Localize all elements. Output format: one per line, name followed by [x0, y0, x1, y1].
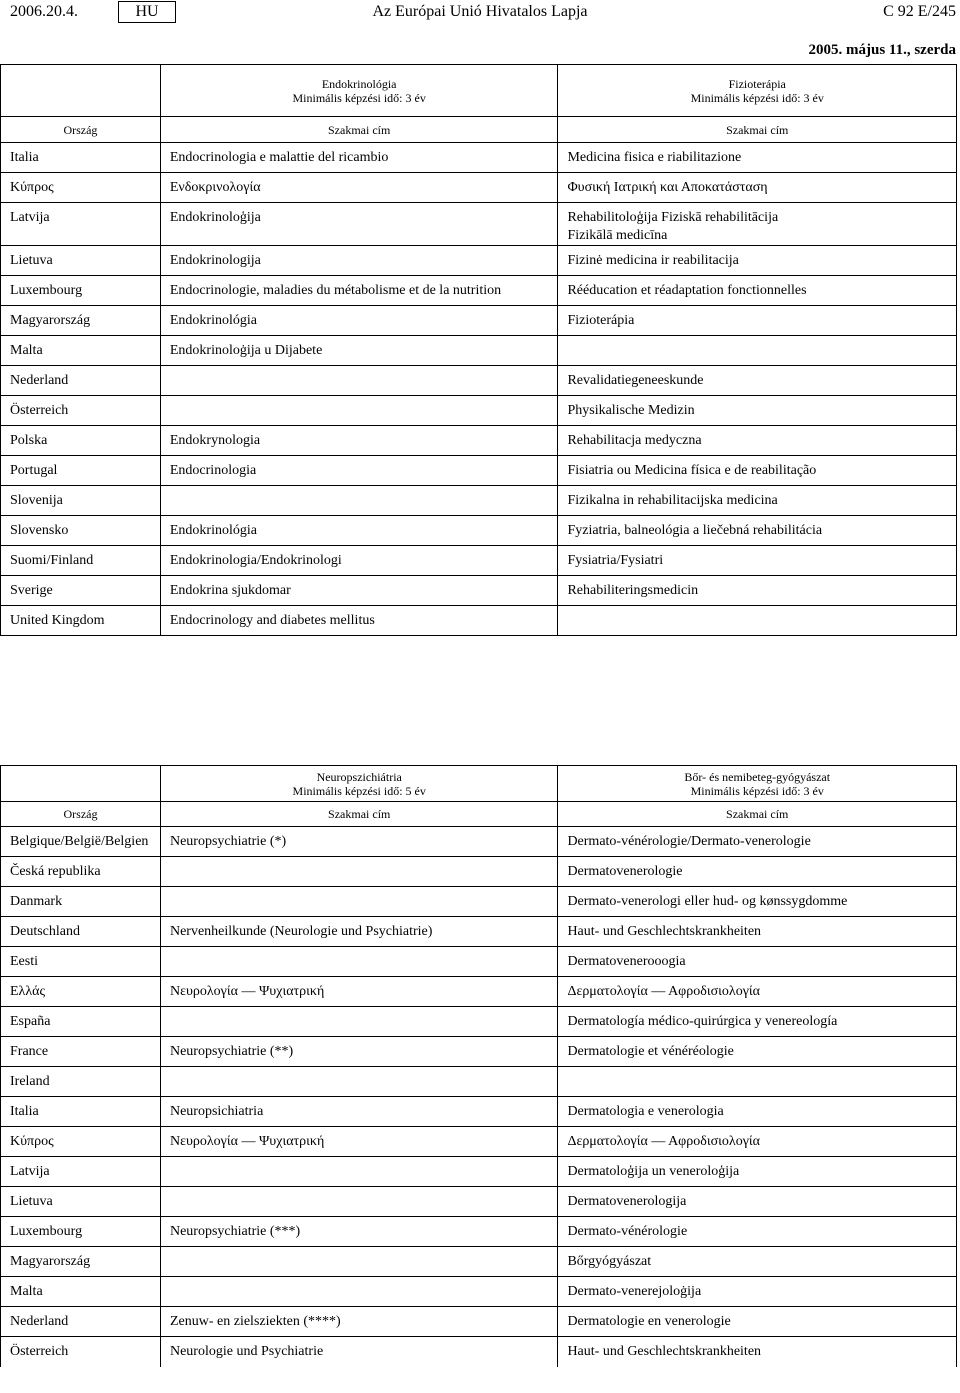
title-cell-right-text: Δερματολογία — Αφροδισιολογία	[567, 1134, 761, 1149]
title-cell-right-text: Fysiatria/Fysiatri	[567, 553, 664, 568]
title-cell-right	[558, 1157, 957, 1187]
country-cell	[1, 486, 161, 516]
table-row	[1, 857, 957, 887]
title-cell-left-text: Zenuw- en zielsziekten (****)	[169, 1314, 341, 1329]
group-min-duration: Minimális képzési idő: 5 év	[292, 783, 426, 798]
title-cell-left	[160, 1127, 557, 1157]
country-cell-text: Portugal	[10, 463, 58, 478]
title-cell-left-text: Endokrina sjukdomar	[169, 583, 291, 598]
title-cell-left-text: Ενδοκρινολογία	[169, 180, 261, 195]
title-cell-right-text: Physikalische Medizin	[567, 403, 695, 418]
country-cell	[1, 606, 161, 636]
country-cell-text: United Kingdom	[10, 613, 105, 628]
country-cell	[1, 1247, 161, 1277]
title-cell-left	[160, 143, 558, 173]
title-cell-right	[558, 486, 957, 516]
title-cell-left	[160, 1157, 557, 1187]
title-cell-left	[160, 857, 557, 887]
journal-header	[0, 0, 960, 30]
group-min-duration: Minimális képzési idő: 3 év	[690, 783, 824, 798]
column-header-country: Ország	[1, 802, 161, 827]
title-cell-right	[558, 203, 957, 246]
title-cell-right	[558, 827, 957, 857]
country-cell	[1, 947, 161, 977]
title-cell-right-text: Fisiatria ou Medicina física e de reabilitação	[567, 463, 817, 478]
title-cell-left	[160, 426, 558, 456]
title-cell-right	[558, 276, 957, 306]
table-row	[1, 606, 957, 636]
title-cell-right-text: Dermatovenerologija	[567, 1194, 687, 1209]
title-cell-right-text: Dermatología médico-quirúrgica y venereología	[567, 1014, 838, 1029]
title-cell-right-text: Revalidatiegeneeskunde	[567, 373, 704, 388]
column-header-title: Szakmai cím	[558, 117, 957, 143]
country-cell-text: Nederland	[10, 373, 69, 388]
title-cell-left	[160, 1337, 557, 1367]
page-number: C 92 E/245	[883, 3, 956, 20]
title-cell-right	[558, 1217, 957, 1247]
title-cell-left	[160, 947, 557, 977]
session-date: 2005. május 11., szerda	[808, 42, 956, 58]
title-cell-left-text: Neuropsychiatrie (**)	[169, 1044, 294, 1059]
title-cell-right-text: Fizikalna in rehabilitacijska medicina	[567, 493, 778, 508]
title-cell-left	[160, 977, 557, 1007]
table-row	[1, 276, 957, 306]
title-cell-right	[558, 426, 957, 456]
country-cell-text: Latvija	[10, 1164, 50, 1179]
country-cell-text: Sverige	[10, 583, 53, 598]
table-row	[1, 1277, 957, 1307]
title-cell-right-text: Dermatoloģija un veneroloģija	[567, 1164, 740, 1179]
table-row	[1, 456, 957, 486]
neuropsychiatry-dermatology-table	[0, 765, 957, 1367]
group-min-duration: Minimális képzési idő: 3 év	[292, 90, 426, 105]
title-cell-right	[558, 1067, 957, 1097]
table-row	[1, 1127, 957, 1157]
title-cell-right	[558, 887, 957, 917]
title-cell-left-text: Endocrinologie, maladies du métabolisme et de la nutrition	[169, 283, 502, 298]
title-cell-left	[160, 546, 558, 576]
title-cell-left	[160, 366, 558, 396]
country-cell	[1, 576, 161, 606]
country-cell-text: Italia	[10, 150, 39, 165]
title-cell-right-text: Dermatologie en venerologie	[567, 1314, 731, 1329]
title-cell-right	[558, 947, 957, 977]
country-cell	[1, 917, 161, 947]
title-cell-right	[558, 1127, 957, 1157]
title-cell-right-text: Haut- und Geschlechtskrankheiten	[567, 924, 762, 939]
title-cell-left	[160, 1097, 557, 1127]
country-cell-text: Lietuva	[10, 1194, 53, 1209]
group-min-duration: Minimális képzési idő: 3 év	[690, 90, 824, 105]
country-cell-text: Slovensko	[10, 523, 69, 538]
country-cell	[1, 1067, 161, 1097]
table-row	[1, 306, 957, 336]
table-row	[1, 516, 957, 546]
table-row	[1, 1037, 957, 1067]
country-cell-text: Ireland	[10, 1074, 50, 1089]
title-cell-left-text: Endocrinologia e malattie del ricambio	[169, 150, 389, 165]
table-row	[1, 1307, 957, 1337]
title-cell-right	[558, 1337, 957, 1367]
title-cell-right	[558, 143, 957, 173]
title-cell-right-text: Δερματολογία — Αφροδισιολογία	[567, 984, 761, 999]
title-cell-right	[558, 1007, 957, 1037]
country-cell	[1, 396, 161, 426]
country-cell	[1, 336, 161, 366]
title-cell-left	[160, 917, 557, 947]
title-cell-right-text: Dermato-venerologi eller hud- og kønssygdomme	[567, 894, 848, 909]
country-cell-text: Danmark	[10, 894, 63, 909]
title-cell-right	[558, 1097, 957, 1127]
country-cell-text: Magyarország	[10, 313, 91, 328]
group-header-right	[558, 65, 957, 117]
country-cell-text: Malta	[10, 1284, 43, 1299]
title-cell-right	[558, 306, 957, 336]
table-row	[1, 1097, 957, 1127]
language-code: HU	[118, 1, 176, 23]
title-cell-right-text: Dermato-vénérologie/Dermato-venerologie	[567, 834, 811, 849]
table-row	[1, 887, 957, 917]
country-cell	[1, 366, 161, 396]
title-cell-left-text: Endocrinology and diabetes mellitus	[169, 613, 375, 628]
title-cell-right-text: Dermatovenerologie	[567, 864, 683, 879]
country-cell	[1, 1037, 161, 1067]
title-cell-left	[160, 336, 558, 366]
title-cell-right	[558, 1277, 957, 1307]
table-row	[1, 486, 957, 516]
country-cell-text: Suomi/Finland	[10, 553, 94, 568]
country-cell-text: France	[10, 1044, 49, 1059]
country-cell-text: Italia	[10, 1104, 39, 1119]
title-cell-left-text: Neuropsichiatria	[169, 1104, 264, 1119]
country-cell-text: Κύπρος	[10, 180, 54, 195]
title-cell-left	[160, 1067, 557, 1097]
country-cell-text: Malta	[10, 343, 43, 358]
table-row	[1, 1247, 957, 1277]
title-cell-left	[160, 306, 558, 336]
country-cell	[1, 1127, 161, 1157]
country-cell-text: Latvija	[10, 210, 50, 225]
table-row	[1, 917, 957, 947]
title-cell-right	[558, 396, 957, 426]
country-cell	[1, 1337, 161, 1367]
country-cell-text: Magyarország	[10, 1254, 91, 1269]
title-cell-left	[160, 1037, 557, 1067]
country-cell	[1, 887, 161, 917]
country-cell	[1, 1307, 161, 1337]
title-cell-right	[558, 1247, 957, 1277]
title-cell-left-text: Νευρολογία — Ψυχιατρική	[169, 1134, 325, 1149]
title-cell-right	[558, 917, 957, 947]
title-cell-left	[160, 516, 558, 546]
title-cell-right-text: Dermatologie et vénéréologie	[567, 1044, 734, 1059]
title-cell-right-text: Fyziatria, balneológia a liečebná rehabilitácia	[567, 523, 823, 538]
country-cell	[1, 857, 161, 887]
title-cell-left	[160, 1307, 557, 1337]
table-row	[1, 246, 957, 276]
table-row	[1, 1187, 957, 1217]
title-cell-right	[558, 857, 957, 887]
title-cell-right-text: Rehabiliteringsmedicin	[567, 583, 699, 598]
group-name: Bőr- és nemibeteg-gyógyászat	[684, 769, 831, 784]
table-row	[1, 426, 957, 456]
group-header-right	[558, 766, 957, 802]
table-row	[1, 203, 957, 246]
table-row	[1, 396, 957, 426]
table-row	[1, 336, 957, 366]
table-row	[1, 827, 957, 857]
empty-header-cell	[1, 766, 161, 802]
title-cell-right-text: Dermatologia e venerologia	[567, 1104, 724, 1119]
title-cell-right-text: Fizioterápia	[567, 313, 635, 328]
title-cell-right	[558, 246, 957, 276]
group-header-left	[160, 766, 557, 802]
country-cell	[1, 1097, 161, 1127]
group-name: Endokrinológia	[321, 76, 397, 91]
table-row	[1, 1007, 957, 1037]
column-header-title: Szakmai cím	[558, 802, 957, 827]
title-cell-right-text-line2: Fizikālā medicīna	[567, 228, 668, 243]
endocrinology-physiotherapy-table	[0, 64, 957, 636]
country-cell	[1, 426, 161, 456]
table-row	[1, 576, 957, 606]
country-cell	[1, 1187, 161, 1217]
country-cell-text: Slovenija	[10, 493, 63, 508]
table-row	[1, 546, 957, 576]
title-cell-left-text: Endokrinológia	[169, 523, 257, 538]
title-cell-left-text: Neuropsychiatrie (***)	[169, 1224, 301, 1239]
country-cell-text: Luxembourg	[10, 1224, 83, 1239]
title-cell-right	[558, 977, 957, 1007]
country-cell-text: Nederland	[10, 1314, 69, 1329]
title-cell-left	[160, 1247, 557, 1277]
table-row	[1, 173, 957, 203]
title-cell-left-text: Nervenheilkunde (Neurologie und Psychiatrie)	[169, 924, 433, 939]
title-cell-right-text: Fizinė medicina ir reabilitacija	[567, 253, 739, 268]
country-cell	[1, 1007, 161, 1037]
title-cell-right-text: Rééducation et réadaptation fonctionnelles	[567, 283, 807, 298]
title-cell-left-text: Endokrinoloģija	[169, 210, 261, 225]
country-cell	[1, 977, 161, 1007]
country-cell	[1, 1277, 161, 1307]
title-cell-right-text: Medicina fisica e riabilitazione	[567, 150, 742, 165]
title-cell-right-text: Dermato-vénérologie	[567, 1224, 688, 1239]
title-cell-left	[160, 1187, 557, 1217]
country-cell	[1, 1157, 161, 1187]
country-cell	[1, 456, 161, 486]
title-cell-right	[558, 1307, 957, 1337]
title-cell-right	[558, 456, 957, 486]
country-cell-text: Lietuva	[10, 253, 53, 268]
title-cell-left	[160, 606, 558, 636]
country-cell-text: Ελλάς	[10, 984, 46, 999]
country-cell-text: Eesti	[10, 954, 38, 969]
title-cell-left	[160, 1217, 557, 1247]
title-cell-left	[160, 576, 558, 606]
title-cell-right-text: Rehabilitacja medyczna	[567, 433, 702, 448]
country-cell-text: Luxembourg	[10, 283, 83, 298]
title-cell-left-text: Endokrinologija	[169, 253, 261, 268]
country-cell	[1, 516, 161, 546]
title-cell-left-text: Νευρολογία — Ψυχιατρική	[169, 984, 325, 999]
title-cell-left	[160, 203, 558, 246]
title-cell-right	[558, 173, 957, 203]
title-cell-left-text: Endokrinológia	[169, 313, 257, 328]
column-header-title: Szakmai cím	[160, 117, 558, 143]
title-cell-right	[558, 516, 957, 546]
title-cell-right	[558, 336, 957, 366]
country-cell	[1, 276, 161, 306]
column-header-title: Szakmai cím	[160, 802, 557, 827]
country-cell	[1, 546, 161, 576]
country-cell	[1, 827, 161, 857]
empty-header-cell	[1, 65, 161, 117]
title-cell-left	[160, 486, 558, 516]
title-cell-right	[558, 1187, 957, 1217]
table-row	[1, 977, 957, 1007]
title-cell-right	[558, 576, 957, 606]
group-name: Neuropszichiátria	[316, 769, 402, 784]
title-cell-right	[558, 1037, 957, 1067]
country-cell	[1, 203, 161, 246]
country-cell	[1, 246, 161, 276]
publication-date: 2006.20.4.	[10, 3, 78, 20]
table-row	[1, 1067, 957, 1097]
country-cell-text: Belgique/België/Belgien	[10, 834, 149, 849]
table-row	[1, 143, 957, 173]
country-cell-text: Österreich	[10, 403, 69, 418]
country-cell-text: Österreich	[10, 1344, 69, 1359]
title-cell-left-text: Neurologie und Psychiatrie	[169, 1344, 324, 1359]
title-cell-left-text: Endocrinologia	[169, 463, 257, 478]
table-row	[1, 947, 957, 977]
country-cell	[1, 173, 161, 203]
table-row	[1, 1157, 957, 1187]
journal-title: Az Európai Unió Hivatalos Lapja	[372, 3, 588, 20]
country-cell	[1, 306, 161, 336]
title-cell-right	[558, 366, 957, 396]
title-cell-left-text: Endokrinoloġija u Dijabete	[169, 343, 323, 358]
title-cell-right-text: Rehabilitoloģija Fiziskā rehabilitācija	[567, 210, 779, 225]
table-row	[1, 366, 957, 396]
column-header-country: Ország	[1, 117, 161, 143]
table-row	[1, 1337, 957, 1367]
title-cell-right-text: Dermato-venerejoloġija	[567, 1284, 702, 1299]
country-cell-text: Κύπρος	[10, 1134, 54, 1149]
country-cell	[1, 1217, 161, 1247]
title-cell-left-text: Endokrinologia/Endokrinologi	[169, 553, 342, 568]
title-cell-right-text: Haut- und Geschlechtskrankheiten	[567, 1344, 762, 1359]
country-cell	[1, 143, 161, 173]
title-cell-left-text: Neuropsychiatrie (*)	[169, 834, 287, 849]
title-cell-left	[160, 246, 558, 276]
country-cell-text: España	[10, 1014, 51, 1029]
group-header-left	[160, 65, 558, 117]
title-cell-right	[558, 606, 957, 636]
title-cell-left	[160, 1277, 557, 1307]
title-cell-left	[160, 827, 557, 857]
title-cell-left	[160, 887, 557, 917]
country-cell-text: Deutschland	[10, 924, 80, 939]
title-cell-left	[160, 276, 558, 306]
title-cell-left-text: Endokrynologia	[169, 433, 261, 448]
group-name: Fizioterápia	[728, 76, 786, 91]
country-cell-text: Polska	[10, 433, 48, 448]
title-cell-right	[558, 546, 957, 576]
title-cell-left	[160, 173, 558, 203]
title-cell-right-text: Bőrgyógyászat	[567, 1254, 652, 1269]
title-cell-left	[160, 456, 558, 486]
country-cell-text: Česká republika	[10, 864, 101, 879]
title-cell-right-text: Dermatovenerooogia	[567, 954, 686, 969]
title-cell-left	[160, 396, 558, 426]
title-cell-left	[160, 1007, 557, 1037]
table-row	[1, 1217, 957, 1247]
title-cell-right-text: Φυσική Ιατρική και Αποκατάσταση	[567, 180, 768, 195]
